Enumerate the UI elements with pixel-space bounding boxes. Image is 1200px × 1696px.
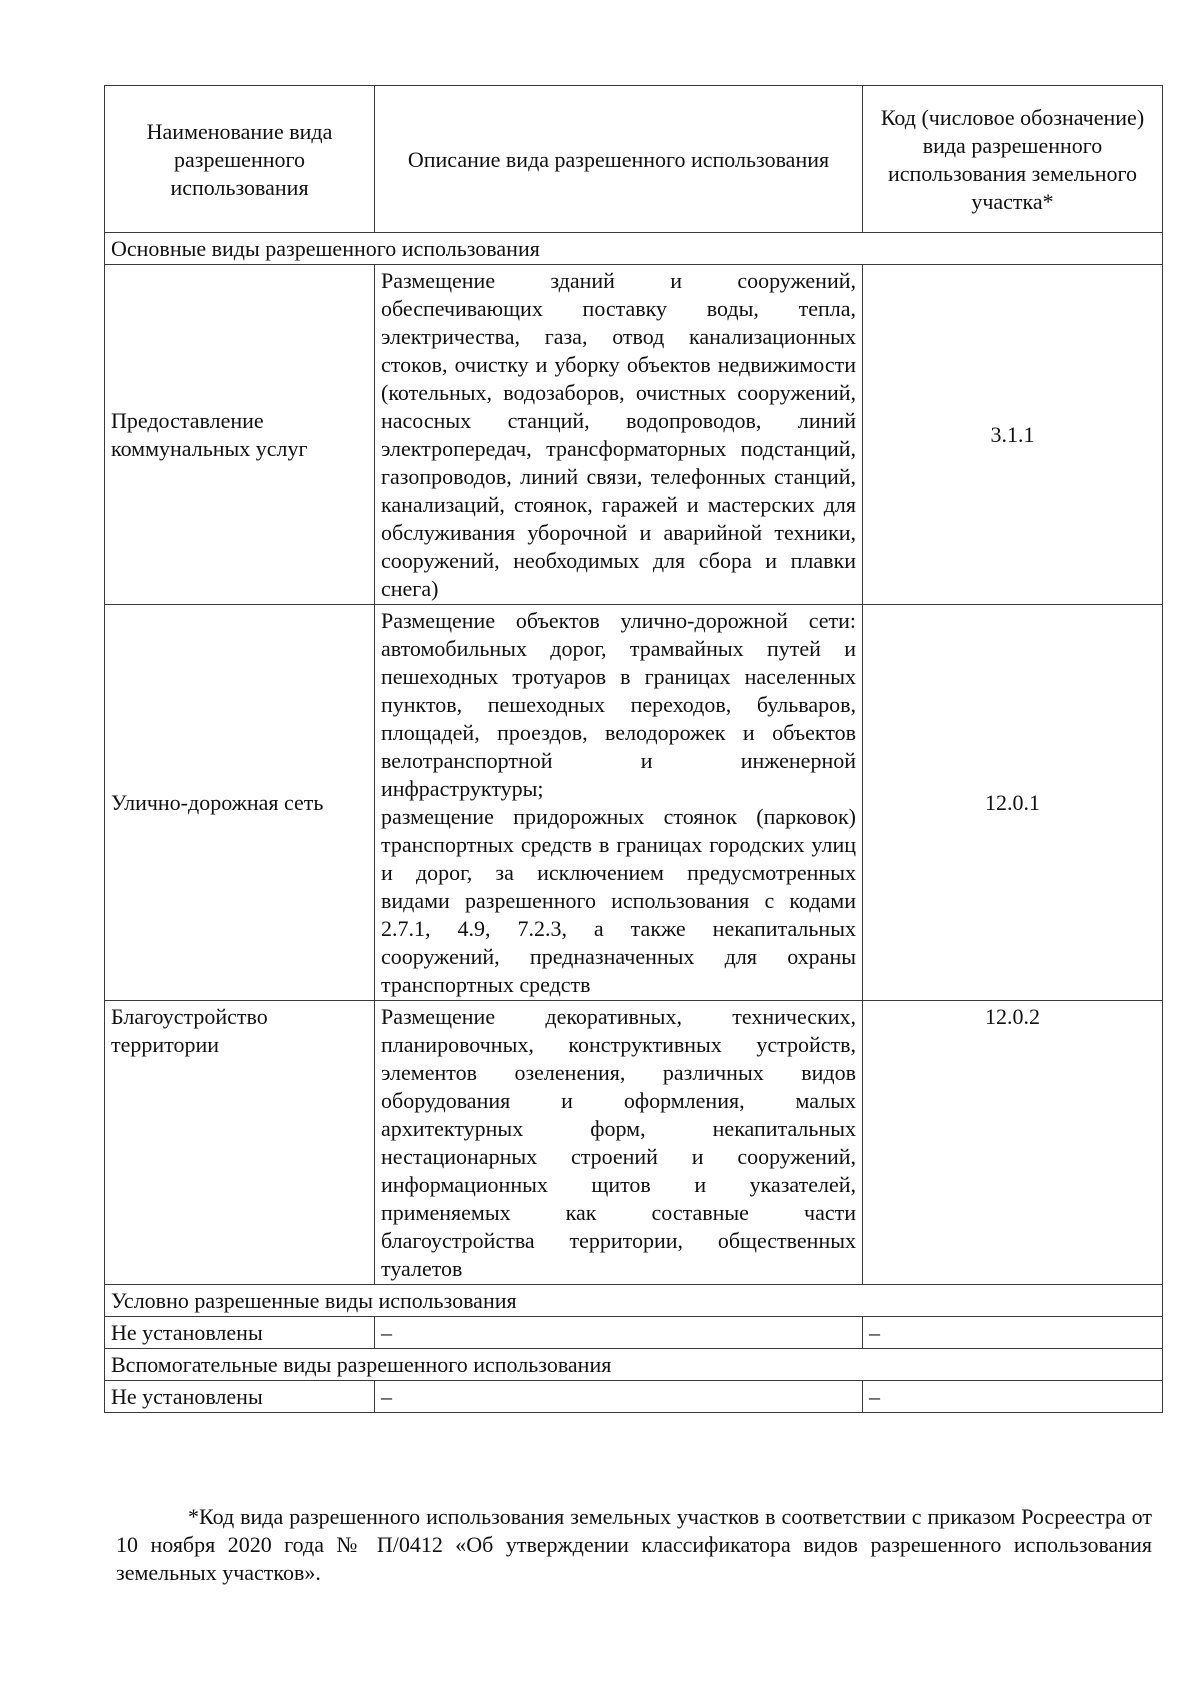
- row-name: Благоустройство территории: [105, 1001, 375, 1285]
- land-use-table: [104, 85, 1163, 1413]
- section-conditional-label: Условно разрешенные виды использования: [105, 1285, 1163, 1317]
- row-description: –: [375, 1381, 863, 1413]
- row-description-part: размещение придорожных стоянок (парковок) транспортных средств в границах городских улиц и дорог, за исключением предусмотренных видами разрешенного использования с кодами 2.7.1, 4.9, 7.2.3, а также некапитальных сооружений, предназначенных для охраны транспортных средств: [381, 804, 856, 997]
- row-code: –: [863, 1317, 1163, 1349]
- row-code: 12.0.2: [863, 1001, 1163, 1285]
- section-main-label: Основные виды разрешенного использования: [105, 233, 1163, 265]
- section-row-conditional: [105, 1285, 1163, 1317]
- footnote: *Код вида разрешенного использования земельных участков в соответствии с приказом Росреестра от 10 ноября 2020 года № П/0412 «Об утверждении классификатора видов разрешенного использования земельных участков».: [116, 1504, 1152, 1585]
- section-row-main: [105, 233, 1163, 265]
- table-row: [105, 605, 1163, 1001]
- header-code: Код (числовое обозначение) вида разрешенного использования земельного участка*: [863, 86, 1163, 233]
- header-name: Наименование вида разрешенного использования: [105, 86, 375, 233]
- row-code: 3.1.1: [863, 265, 1163, 605]
- row-name: Не установлены: [105, 1317, 375, 1349]
- row-description-part: Размещение объектов улично-дорожной сети: автомобильных дорог, трамвайных путей и пешеходных тротуаров в границах населенных пунктов, пешеходных переходов, бульваров, площадей, проездов, велодорожек и объектов велотранспортной и инженерной инфраструктуры;: [381, 608, 856, 801]
- section-row-auxiliary: [105, 1349, 1163, 1381]
- header-description: Описание вида разрешенного использования: [375, 86, 863, 233]
- row-name: Не установлены: [105, 1381, 375, 1413]
- row-name: Улично-дорожная сеть: [105, 605, 375, 1001]
- row-description: –: [375, 1317, 863, 1349]
- row-code: 12.0.1: [863, 605, 1163, 1001]
- row-name: Предоставление коммунальных услуг: [105, 265, 375, 605]
- row-description: Размещение зданий и сооружений, обеспечивающих поставку воды, тепла, электричества, газа, отвод канализационных стоков, очистку и уборку объектов недвижимости (котельных, водозаборов, очистных сооружений, насосных станций, водопроводов, линий электропередач, трансформаторных подстанций, газопроводов, линий связи, телефонных станций, канализаций, стоянок, гаражей и мастерских для обслуживания уборочной и аварийной техники, сооружений, необходимых для сбора и плавки снега): [375, 265, 863, 605]
- table-row: [105, 1001, 1163, 1285]
- row-description: [375, 605, 863, 1001]
- table-row: [105, 1317, 1163, 1349]
- table-row: [105, 265, 1163, 605]
- row-code: –: [863, 1381, 1163, 1413]
- table-row: [105, 1381, 1163, 1413]
- section-auxiliary-label: Вспомогательные виды разрешенного использования: [105, 1349, 1163, 1381]
- row-description: Размещение декоративных, технических, планировочных, конструктивных устройств, элементов озеленения, различных видов оборудования и оформления, малых архитектурных форм, некапитальных нестационарных строений и сооружений, информационных щитов и указателей, применяемых как составные части благоустройства территории, общественных туалетов: [375, 1001, 863, 1285]
- table-header-row: [105, 86, 1163, 233]
